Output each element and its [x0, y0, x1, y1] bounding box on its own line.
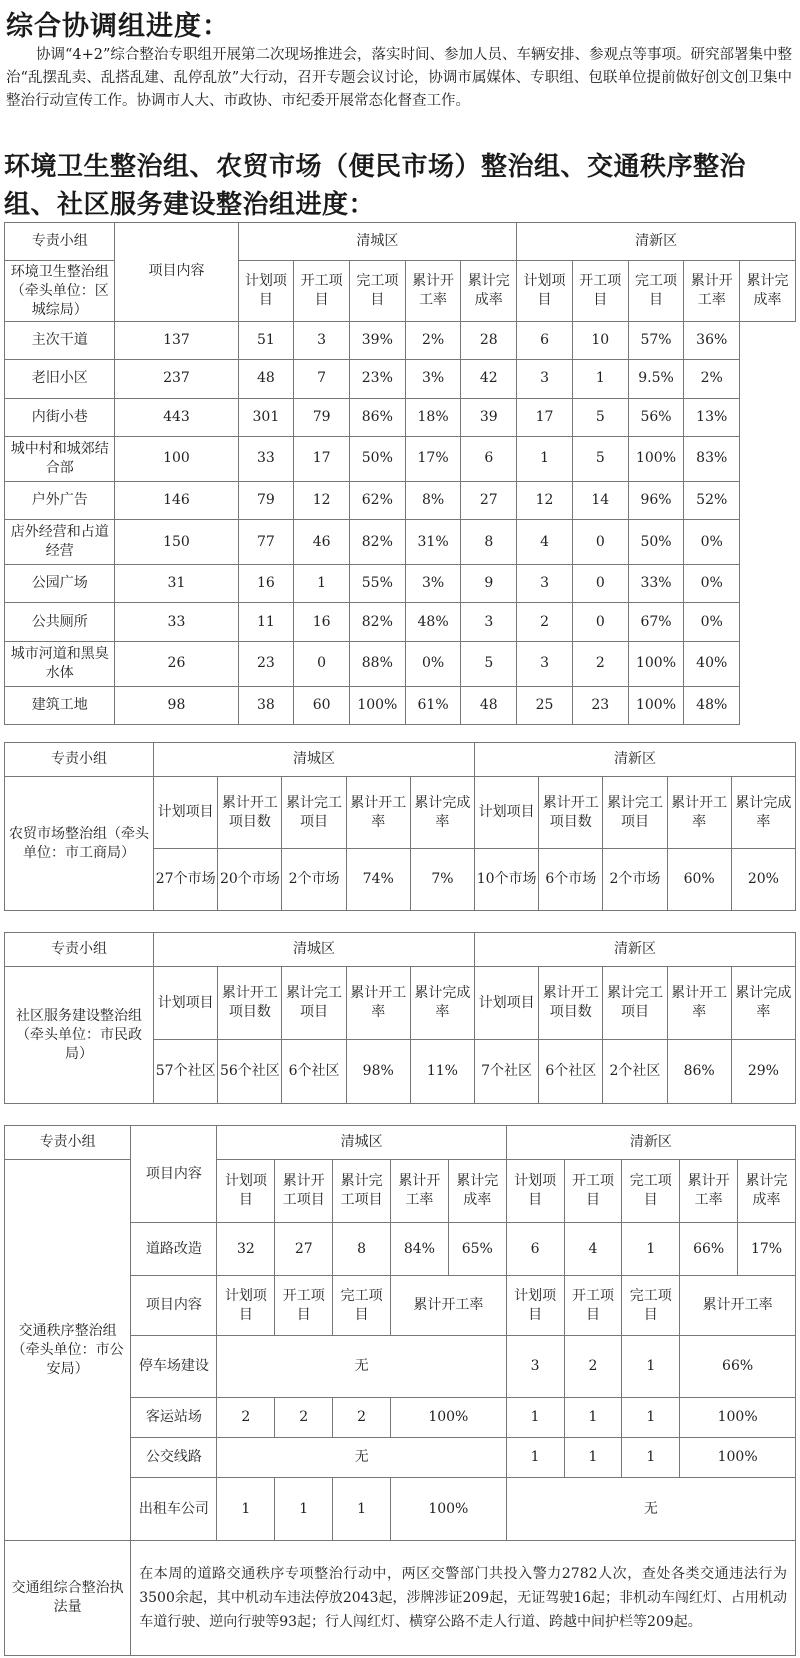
cell: 50% — [628, 520, 684, 565]
cell: 20个市场 — [218, 849, 282, 911]
cell: 5 — [572, 398, 628, 436]
col-done-rate-b: 累计完成率 — [731, 777, 795, 849]
col-done-a: 累计完工项目 — [333, 1160, 391, 1223]
cell: 3 — [517, 641, 573, 686]
cell: 150 — [115, 520, 238, 565]
cell: 17 — [294, 437, 350, 482]
cell: 1 — [564, 1438, 622, 1478]
table-row — [5, 481, 796, 519]
col-done-rate-a: 累计完成率 — [410, 967, 474, 1040]
cell: 2 — [564, 1336, 622, 1398]
col-start-a: 累计开工项目 — [275, 1160, 333, 1223]
cell: 301 — [238, 398, 294, 436]
cell: 100% — [391, 1398, 507, 1438]
section2-title: 环境卫生整治组、农贸市场（便民市场）整治组、交通秩序整治组、社区服务建设整治组进度： — [4, 152, 747, 220]
cell: 27个市场 — [154, 849, 218, 911]
col-done-b: 完工项目 — [628, 261, 684, 321]
group-header: 专责小组 — [5, 223, 115, 261]
cell: 0 — [572, 603, 628, 641]
col-done-rate-b: 累计完成率 — [731, 967, 795, 1040]
cell: 100 — [115, 437, 238, 482]
cell: 29% — [731, 1040, 795, 1104]
col-plan-a: 计划项目 — [154, 777, 218, 849]
cell: 42 — [461, 360, 517, 398]
cell: 2 — [217, 1398, 275, 1438]
cell: 33% — [628, 564, 684, 602]
cell: 0 — [572, 564, 628, 602]
cell: 3 — [517, 564, 573, 602]
cell: 6个市场 — [539, 849, 603, 911]
cell: 2 — [333, 1398, 391, 1438]
item-road: 道路改造 — [131, 1223, 217, 1276]
cell: 3% — [405, 360, 461, 398]
cell: 23 — [238, 641, 294, 686]
col-done-b: 完工项目 — [622, 1160, 680, 1223]
district-a-header: 清城区 — [154, 933, 475, 967]
cell: 8 — [461, 520, 517, 565]
cell: 82% — [349, 603, 405, 641]
cell: 100% — [628, 437, 684, 482]
cell: 18% — [405, 398, 461, 436]
cell: 28 — [461, 321, 517, 359]
community-table — [4, 932, 796, 1104]
col-start-rate-a: 累计开工率 — [391, 1160, 449, 1223]
cell: 1 — [506, 1398, 564, 1438]
cell: 8 — [333, 1223, 391, 1276]
cell: 0 — [294, 641, 350, 686]
cell: 6个社区 — [282, 1040, 346, 1104]
cell: 100% — [349, 686, 405, 724]
col-start-rate-b: 累计开工率 — [667, 967, 731, 1040]
cell: 38 — [238, 686, 294, 724]
cell: 27 — [461, 481, 517, 519]
cell: 14 — [572, 481, 628, 519]
item-header: 项目内容 — [131, 1126, 217, 1223]
cell: 83% — [684, 437, 740, 482]
table-row — [5, 398, 796, 436]
cell: 6 — [517, 321, 573, 359]
cell: 23 — [572, 686, 628, 724]
cell: 32 — [217, 1223, 275, 1276]
col-done-a-2: 完工项目 — [333, 1276, 391, 1336]
cell: 100% — [628, 641, 684, 686]
cell: 55% — [349, 564, 405, 602]
cell: 146 — [115, 481, 238, 519]
cell: 4 — [517, 520, 573, 565]
cell: 2 — [572, 641, 628, 686]
cell: 10 — [572, 321, 628, 359]
cell: 443 — [115, 398, 238, 436]
traffic-table — [4, 1125, 796, 1656]
cell: 1 — [622, 1438, 680, 1478]
district-b-header: 清新区 — [506, 1126, 795, 1160]
cell: 65% — [448, 1223, 506, 1276]
col-start-rate-b: 累计开工率 — [684, 261, 740, 321]
col-start-rate-b-2: 累计开工率 — [680, 1276, 796, 1336]
cell: 66% — [680, 1336, 796, 1398]
group-header: 专责小组 — [5, 933, 154, 967]
cell: 46 — [294, 520, 350, 565]
district-a-header: 清城区 — [238, 223, 517, 261]
col-start-b: 累计开工项目数 — [539, 777, 603, 849]
col-start-rate-a: 累计开工率 — [405, 261, 461, 321]
cell: 1 — [572, 360, 628, 398]
cell: 51 — [238, 321, 294, 359]
cell: 57% — [628, 321, 684, 359]
cell: 13% — [684, 398, 740, 436]
cell: 82% — [349, 520, 405, 565]
col-start-a: 开工项目 — [294, 261, 350, 321]
item-header-2: 项目内容 — [131, 1276, 217, 1336]
cell: 2 — [275, 1398, 333, 1438]
col-done-b-2: 完工项目 — [622, 1276, 680, 1336]
cell: 12 — [517, 481, 573, 519]
cell: 100% — [680, 1398, 796, 1438]
table-row — [5, 641, 796, 686]
cell: 9 — [461, 564, 517, 602]
cell: 36% — [684, 321, 740, 359]
cell: 56个社区 — [218, 1040, 282, 1104]
table-row — [5, 321, 796, 359]
section1-title: 综合协调组进度： — [6, 11, 230, 42]
row-item: 内街小巷 — [5, 398, 115, 436]
cell: 66% — [680, 1223, 738, 1276]
cell: 39% — [349, 321, 405, 359]
row-item: 主次干道 — [5, 321, 115, 359]
col-done-rate-a: 累计完成率 — [448, 1160, 506, 1223]
col-start-rate-b: 累计开工率 — [680, 1160, 738, 1223]
group-name: 农贸市场整治组（牵头单位：市工商局） — [5, 777, 154, 911]
cell: 20% — [731, 849, 795, 911]
cell: 17 — [517, 398, 573, 436]
cell: 52% — [684, 481, 740, 519]
group-name: 环境卫生整治组（牵头单位：区城综局） — [5, 261, 115, 321]
cell: 61% — [405, 686, 461, 724]
cell: 4 — [564, 1223, 622, 1276]
cell: 33 — [115, 603, 238, 641]
cell: 31% — [405, 520, 461, 565]
cell: 1 — [506, 1438, 564, 1478]
col-plan-a: 计划项目 — [217, 1160, 275, 1223]
cell: 5 — [572, 437, 628, 482]
cell: 3 — [294, 321, 350, 359]
col-plan-b: 计划项目 — [475, 967, 539, 1040]
cell: 50% — [349, 437, 405, 482]
cell: 96% — [628, 481, 684, 519]
cell: 6 — [461, 437, 517, 482]
district-b-header: 清新区 — [475, 743, 796, 777]
col-plan-b: 计划项目 — [506, 1160, 564, 1223]
col-start-rate-a: 累计开工率 — [346, 777, 410, 849]
col-plan-b-2: 计划项目 — [506, 1276, 564, 1336]
district-a-header: 清城区 — [217, 1126, 506, 1160]
cell: 0% — [405, 641, 461, 686]
cell: 79 — [238, 481, 294, 519]
cell: 56% — [628, 398, 684, 436]
cell: 62% — [349, 481, 405, 519]
group-header: 专责小组 — [5, 1126, 131, 1160]
cell: 6个社区 — [539, 1040, 603, 1104]
enforce-text: 在本周的道路交通秩序专项整治行动中，两区交警部门共投入警力2782人次，查处各类交通违法行为3500余起，其中机动车违法停放2043起，涉牌涉证209起，无证驾驶16起；非机动车闯红灯、占用机动车道行驶、逆向行驶等93起；行人闯红灯、横穿公路不走人行道、跨越中间护栏等209起。 — [131, 1541, 796, 1656]
cell: 3 — [506, 1336, 564, 1398]
cell: 86% — [667, 1040, 731, 1104]
cell: 48% — [684, 686, 740, 724]
col-done-b: 累计完工项目 — [603, 967, 667, 1040]
item-bus: 公交线路 — [131, 1438, 217, 1478]
table-row — [5, 520, 796, 565]
col-done-b: 累计完工项目 — [603, 777, 667, 849]
table-row — [5, 603, 796, 641]
cell: 84% — [391, 1223, 449, 1276]
cell: 1 — [622, 1336, 680, 1398]
parking-a-none: 无 — [217, 1336, 506, 1398]
col-start-a-2: 开工项目 — [275, 1276, 333, 1336]
group-name: 社区服务建设整治组（牵头单位：市民政局） — [5, 967, 154, 1104]
cell: 0 — [572, 520, 628, 565]
col-plan-b: 计划项目 — [517, 261, 573, 321]
cell: 7个社区 — [475, 1040, 539, 1104]
cell: 33 — [238, 437, 294, 482]
col-start-a: 累计开工项目数 — [218, 777, 282, 849]
cell: 0% — [684, 564, 740, 602]
cell: 6 — [506, 1223, 564, 1276]
section1-paragraph: 协调“4+2”综合整治专职组开展第二次现场推进会，落实时间、参加人员、车辆安排、参观点等事项。研究部署集中整治“乱摆乱卖、乱搭乱建、乱停乱放”大行动，召开专题会议讨论，协调市属媒体、专职组、包联单位提前做好创文创卫集中整治行动宣传工作。协调市人大、市政协、市纪委开展常态化督查工作。 — [6, 47, 792, 109]
cell: 1 — [517, 437, 573, 482]
col-done-rate-b: 累计完成率 — [738, 1160, 796, 1223]
cell: 237 — [115, 360, 238, 398]
cell: 17% — [738, 1223, 796, 1276]
cell: 67% — [628, 603, 684, 641]
cell: 2 — [517, 603, 573, 641]
cell: 98% — [346, 1040, 410, 1104]
cell: 2个市场 — [282, 849, 346, 911]
cell: 0% — [684, 603, 740, 641]
cell: 2个社区 — [603, 1040, 667, 1104]
col-start-b: 开工项目 — [572, 261, 628, 321]
cell: 98 — [115, 686, 238, 724]
cell: 11 — [238, 603, 294, 641]
row-item: 店外经营和占道经营 — [5, 520, 115, 565]
cell: 7 — [294, 360, 350, 398]
item-parking: 停车场建设 — [131, 1336, 217, 1398]
item-header: 项目内容 — [115, 223, 238, 322]
cell: 16 — [238, 564, 294, 602]
cell: 12 — [294, 481, 350, 519]
cell: 79 — [294, 398, 350, 436]
col-start-rate-a-2: 累计开工率 — [391, 1276, 507, 1336]
cell: 60% — [667, 849, 731, 911]
cell: 31 — [115, 564, 238, 602]
market-table — [4, 742, 796, 911]
table-row — [5, 360, 796, 398]
col-done-a: 累计完工项目 — [282, 967, 346, 1040]
item-taxi: 出租车公司 — [131, 1478, 217, 1541]
col-start-b: 开工项目 — [564, 1160, 622, 1223]
cell: 11% — [410, 1040, 474, 1104]
cell: 5 — [461, 641, 517, 686]
cell: 1 — [622, 1398, 680, 1438]
district-a-header: 清城区 — [154, 743, 475, 777]
cell: 2% — [405, 321, 461, 359]
row-item: 建筑工地 — [5, 686, 115, 724]
cell: 100% — [391, 1478, 507, 1541]
group-name: 交通秩序整治组（牵头单位：市公安局） — [5, 1160, 131, 1541]
cell: 1 — [294, 564, 350, 602]
bus-a-none: 无 — [217, 1438, 506, 1478]
cell: 100% — [628, 686, 684, 724]
col-start-rate-a: 累计开工率 — [346, 967, 410, 1040]
col-start-b-2: 开工项目 — [564, 1276, 622, 1336]
cell: 77 — [238, 520, 294, 565]
table-row — [5, 686, 796, 724]
row-item: 公园广场 — [5, 564, 115, 602]
table-row — [5, 564, 796, 602]
cell: 25 — [517, 686, 573, 724]
col-done-rate-b: 累计完成率 — [740, 261, 796, 321]
group-header: 专责小组 — [5, 743, 154, 777]
col-done-rate-a: 累计完成率 — [410, 777, 474, 849]
col-done-a: 累计完工项目 — [282, 777, 346, 849]
row-item: 老旧小区 — [5, 360, 115, 398]
cell: 60 — [294, 686, 350, 724]
cell: 48% — [405, 603, 461, 641]
cell: 1 — [217, 1478, 275, 1541]
cell: 0% — [684, 520, 740, 565]
cell: 100% — [680, 1438, 796, 1478]
col-plan-a: 计划项目 — [154, 967, 218, 1040]
row-item: 城市河道和黑臭水体 — [5, 641, 115, 686]
cell: 86% — [349, 398, 405, 436]
cell: 40% — [684, 641, 740, 686]
col-start-b: 累计开工项目数 — [539, 967, 603, 1040]
cell: 16 — [294, 603, 350, 641]
district-b-header: 清新区 — [475, 933, 796, 967]
sanitation-table — [4, 222, 796, 725]
cell: 23% — [349, 360, 405, 398]
taxi-b-none: 无 — [506, 1478, 795, 1541]
col-start-a: 累计开工项目数 — [218, 967, 282, 1040]
cell: 7% — [410, 849, 474, 911]
cell: 3 — [517, 360, 573, 398]
cell: 3 — [461, 603, 517, 641]
cell: 10个市场 — [475, 849, 539, 911]
cell: 48 — [461, 686, 517, 724]
cell: 27 — [275, 1223, 333, 1276]
enforce-label: 交通组综合整治执法量 — [5, 1541, 131, 1656]
cell: 1 — [564, 1398, 622, 1438]
cell: 1 — [275, 1478, 333, 1541]
cell: 57个社区 — [154, 1040, 218, 1104]
cell: 48 — [238, 360, 294, 398]
col-start-rate-b: 累计开工率 — [667, 777, 731, 849]
cell: 9.5% — [628, 360, 684, 398]
district-b-header: 清新区 — [517, 223, 796, 261]
cell: 1 — [333, 1478, 391, 1541]
cell: 17% — [405, 437, 461, 482]
cell: 26 — [115, 641, 238, 686]
cell: 8% — [405, 481, 461, 519]
col-plan-b: 计划项目 — [475, 777, 539, 849]
table-row — [5, 437, 796, 482]
cell: 2% — [684, 360, 740, 398]
col-plan-a-2: 计划项目 — [217, 1276, 275, 1336]
col-done-a: 完工项目 — [349, 261, 405, 321]
cell: 3% — [405, 564, 461, 602]
col-done-rate-a: 累计完成率 — [461, 261, 517, 321]
row-item: 城中村和城郊结合部 — [5, 437, 115, 482]
cell: 88% — [349, 641, 405, 686]
cell: 2个市场 — [603, 849, 667, 911]
cell: 39 — [461, 398, 517, 436]
cell: 74% — [346, 849, 410, 911]
col-plan-a: 计划项目 — [238, 261, 294, 321]
cell: 1 — [622, 1223, 680, 1276]
row-item: 户外广告 — [5, 481, 115, 519]
row-item: 公共厕所 — [5, 603, 115, 641]
cell: 137 — [115, 321, 238, 359]
item-station: 客运站场 — [131, 1398, 217, 1438]
